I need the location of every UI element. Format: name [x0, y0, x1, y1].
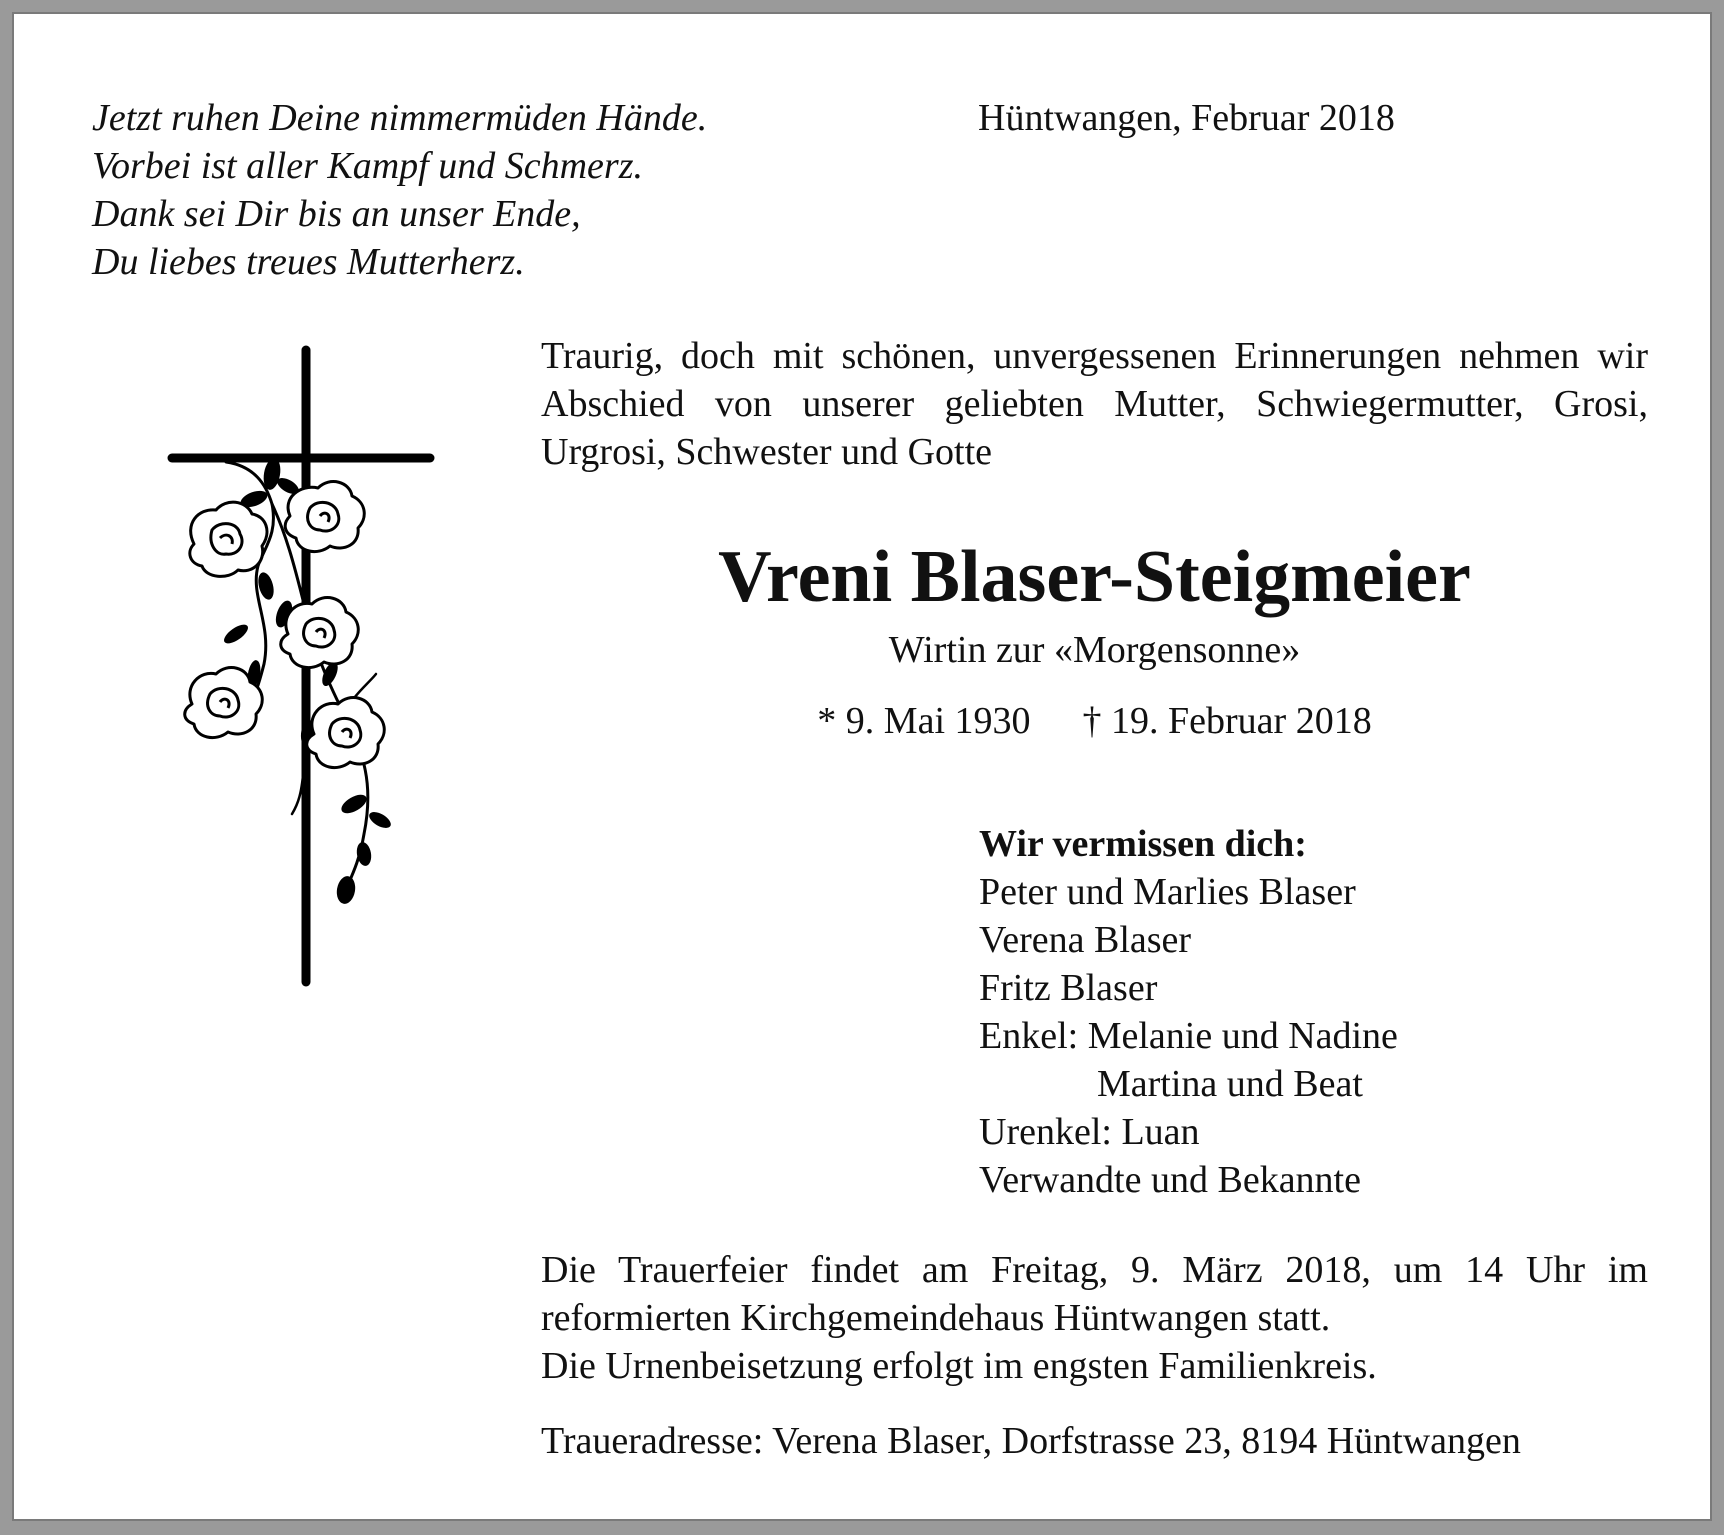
mourner-line: Fritz Blaser [979, 967, 1158, 1009]
service-line: reformierten Kirchgemeindehaus Hüntwangen statt. [541, 1297, 1331, 1339]
place-date: Hüntwangen, Februar 2018 [978, 97, 1395, 139]
mourning-address: Traueradresse: Verena Blaser, Dorfstrasse 23, 8194 Hüntwangen [541, 1420, 1521, 1462]
mourner-line: Peter und Marlies Blaser [979, 871, 1356, 913]
mourners-list [979, 820, 1398, 1204]
mourner-line: Verena Blaser [979, 919, 1192, 961]
birth-date: * 9. Mai 1930 [817, 700, 1031, 742]
poem-line: Dank sei Dir bis an unser Ende, [92, 193, 581, 235]
occupation: Wirtin zur «Morgensonne» [888, 629, 1301, 671]
service-line: Die Urnenbeisetzung erfolgt im engsten Familienkreis. [541, 1345, 1377, 1387]
mourner-line: Martina und Beat [1097, 1063, 1363, 1105]
death-date: † 19. Februar 2018 [1082, 700, 1372, 742]
deceased-name: Vreni Blaser-Steigmeier [718, 536, 1471, 618]
obituary-notice [12, 12, 1712, 1521]
poem [92, 94, 707, 286]
poem-line: Jetzt ruhen Deine nimmermüden Hände. [92, 97, 708, 139]
intro-text: Traurig, doch mit schönen, unvergessenen Erinnerungen nehmen wir Abschied von unserer geliebten Mutter, Schwiegermutter, Grosi, Urgrosi, Schwester und Gotte [541, 335, 1648, 473]
poem-line: Du liebes treues Mutterherz. [92, 241, 525, 283]
cross-with-roses-icon [154, 334, 454, 994]
poem-line: Vorbei ist aller Kampf und Schmerz. [92, 145, 643, 187]
service-line: Die Trauerfeier findet am Freitag, 9. März 2018, um 14 Uhr im [541, 1249, 1648, 1291]
mourners-heading: Wir vermissen dich: [979, 823, 1307, 865]
mourner-line: Enkel: Melanie und Nadine [979, 1015, 1398, 1057]
mourner-line: Urenkel: Luan [979, 1111, 1200, 1153]
life-dates [541, 697, 1648, 745]
mourner-line: Verwandte und Bekannte [979, 1159, 1361, 1201]
service-info [541, 1246, 1648, 1390]
